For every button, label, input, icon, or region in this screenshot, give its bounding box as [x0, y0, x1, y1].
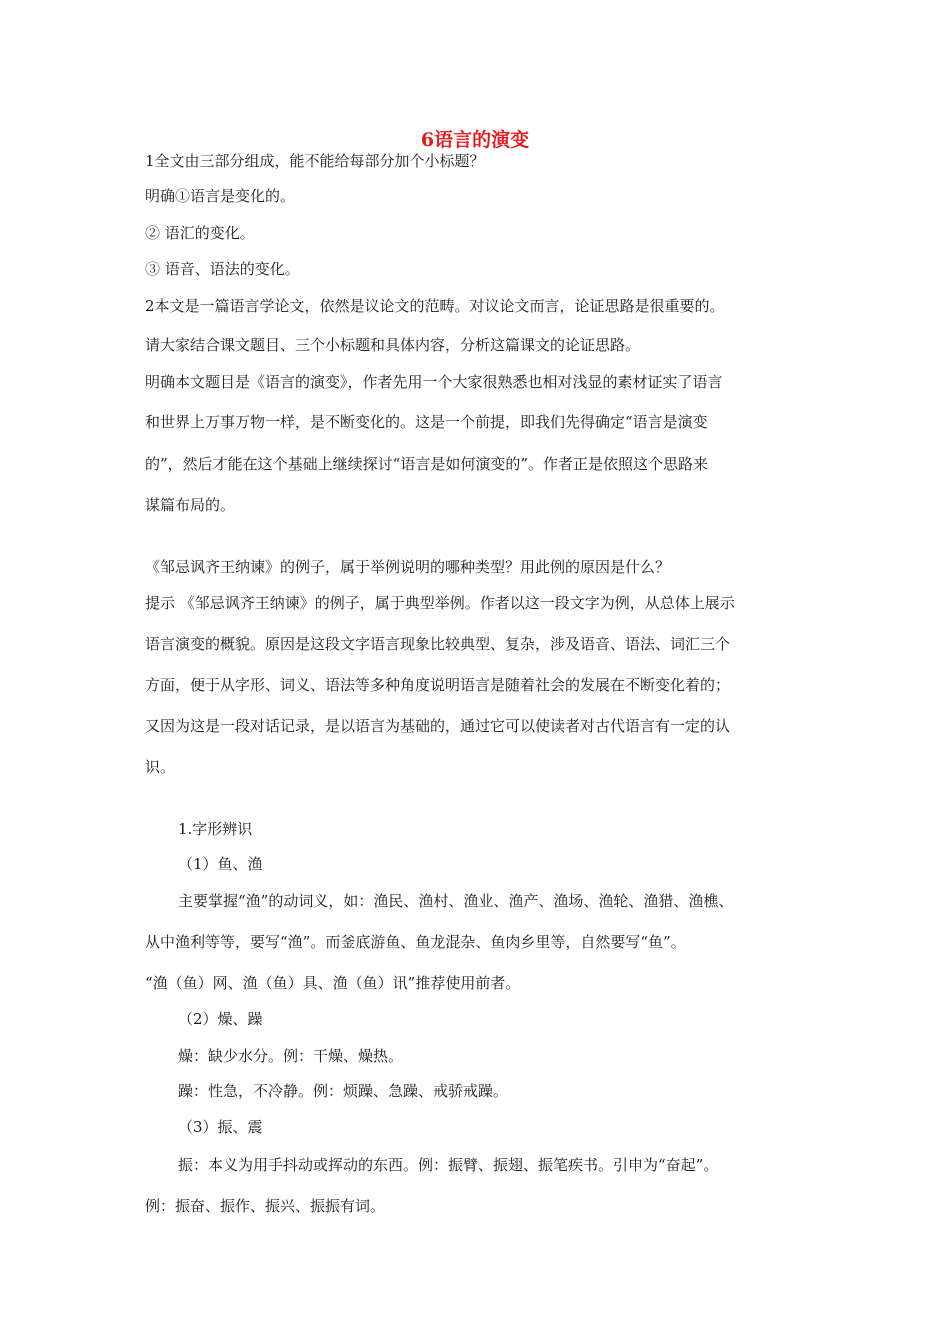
paragraph-1-line-3: “渔（鱼）网、渔（鱼）具、渔（鱼）讯”推荐使用前者。 [145, 974, 521, 992]
definition-zao: 燥：缺少水分。例：干燥、燥热。 [178, 1047, 404, 1065]
definition-zhen-line-1: 振：本义为用手抖动或挥动的东西。例：振臂、振翅、振笔疾书。引申为“奋起”。 [178, 1156, 719, 1174]
hint-line-3: 方面，便于从字形、词义、语法等多种角度说明语言是随着社会的发展在不断变化着的； [145, 676, 731, 694]
subheading-2: （2）燥、躁 [178, 1010, 263, 1028]
answer-1-line-3: ③ 语音、语法的变化。 [145, 260, 300, 278]
paragraph-1-line-2: 从中渔利等等，要写“渔”。而釜底游鱼、鱼龙混杂、鱼肉乡里等，自然要写“鱼”。 [145, 933, 686, 951]
subheading-1: （1）鱼、渔 [178, 855, 263, 873]
question-3: 《邹忌讽齐王纳谏》的例子，属于举例说明的哪种类型？用此例的原因是什么？ [145, 558, 671, 576]
definition-zao-2: 躁：性急，不冷静。例：烦躁、急躁、戒骄戒躁。 [178, 1082, 509, 1100]
question-2-line-2: 请大家结合课文题目、三个小标题和具体内容，分析这篇课文的论证思路。 [145, 336, 641, 354]
question-2-line-1: 2本文是一篇语言学论文，依然是议论文的范畴。对议论文而言，论证思路是很重要的。 [145, 297, 725, 315]
answer-2-line-3: 的”，然后才能在这个基础上继续探讨“语言是如何演变的”。作者正是依照这个思路来 [145, 455, 709, 473]
answer-2-line-4: 谋篇布局的。 [145, 496, 236, 514]
paragraph-1-line-1: 主要掌握“渔”的动词义，如：渔民、渔村、渔业、渔产、渔场、渔轮、渔猎、渔樵、 [178, 892, 734, 910]
subheading-3: （3）振、震 [178, 1118, 263, 1136]
hint-line-5: 识。 [145, 758, 176, 776]
answer-1-line-2: ② 语汇的变化。 [145, 224, 255, 242]
answer-1-line-1: 明确①语言是变化的。 [145, 187, 296, 205]
hint-line-2: 语言演变的概貌。原因是这段文字语言现象比较典型、复杂，涉及语音、语法、词汇三个 [145, 635, 731, 653]
answer-2-line-2: 和世界上万事万物一样，是不断变化的。这是一个前提，即我们先得确定“语言是演变 [145, 413, 708, 431]
hint-line-1: 提示 《邹忌讽齐王纳谏》的例子，属于典型举例。作者以这一段文字为例，从总体上展示 [145, 594, 735, 612]
section-heading: 1.字形辨识 [178, 820, 253, 838]
answer-2-line-1: 明确本文题目是《语言的演变》，作者先用一个大家很熟悉也相对浅显的素材证实了语言 [145, 373, 723, 391]
page-title: 6语言的演变 [420, 129, 530, 151]
definition-zhen-line-2: 例：振奋、振作、振兴、振振有词。 [145, 1197, 386, 1215]
hint-line-4: 又因为这是一段对话记录，是以语言为基础的，通过它可以使读者对古代语言有一定的认 [145, 717, 731, 735]
question-1: 1全文由三部分组成，能不能给每部分加个小标题？ [145, 152, 485, 170]
